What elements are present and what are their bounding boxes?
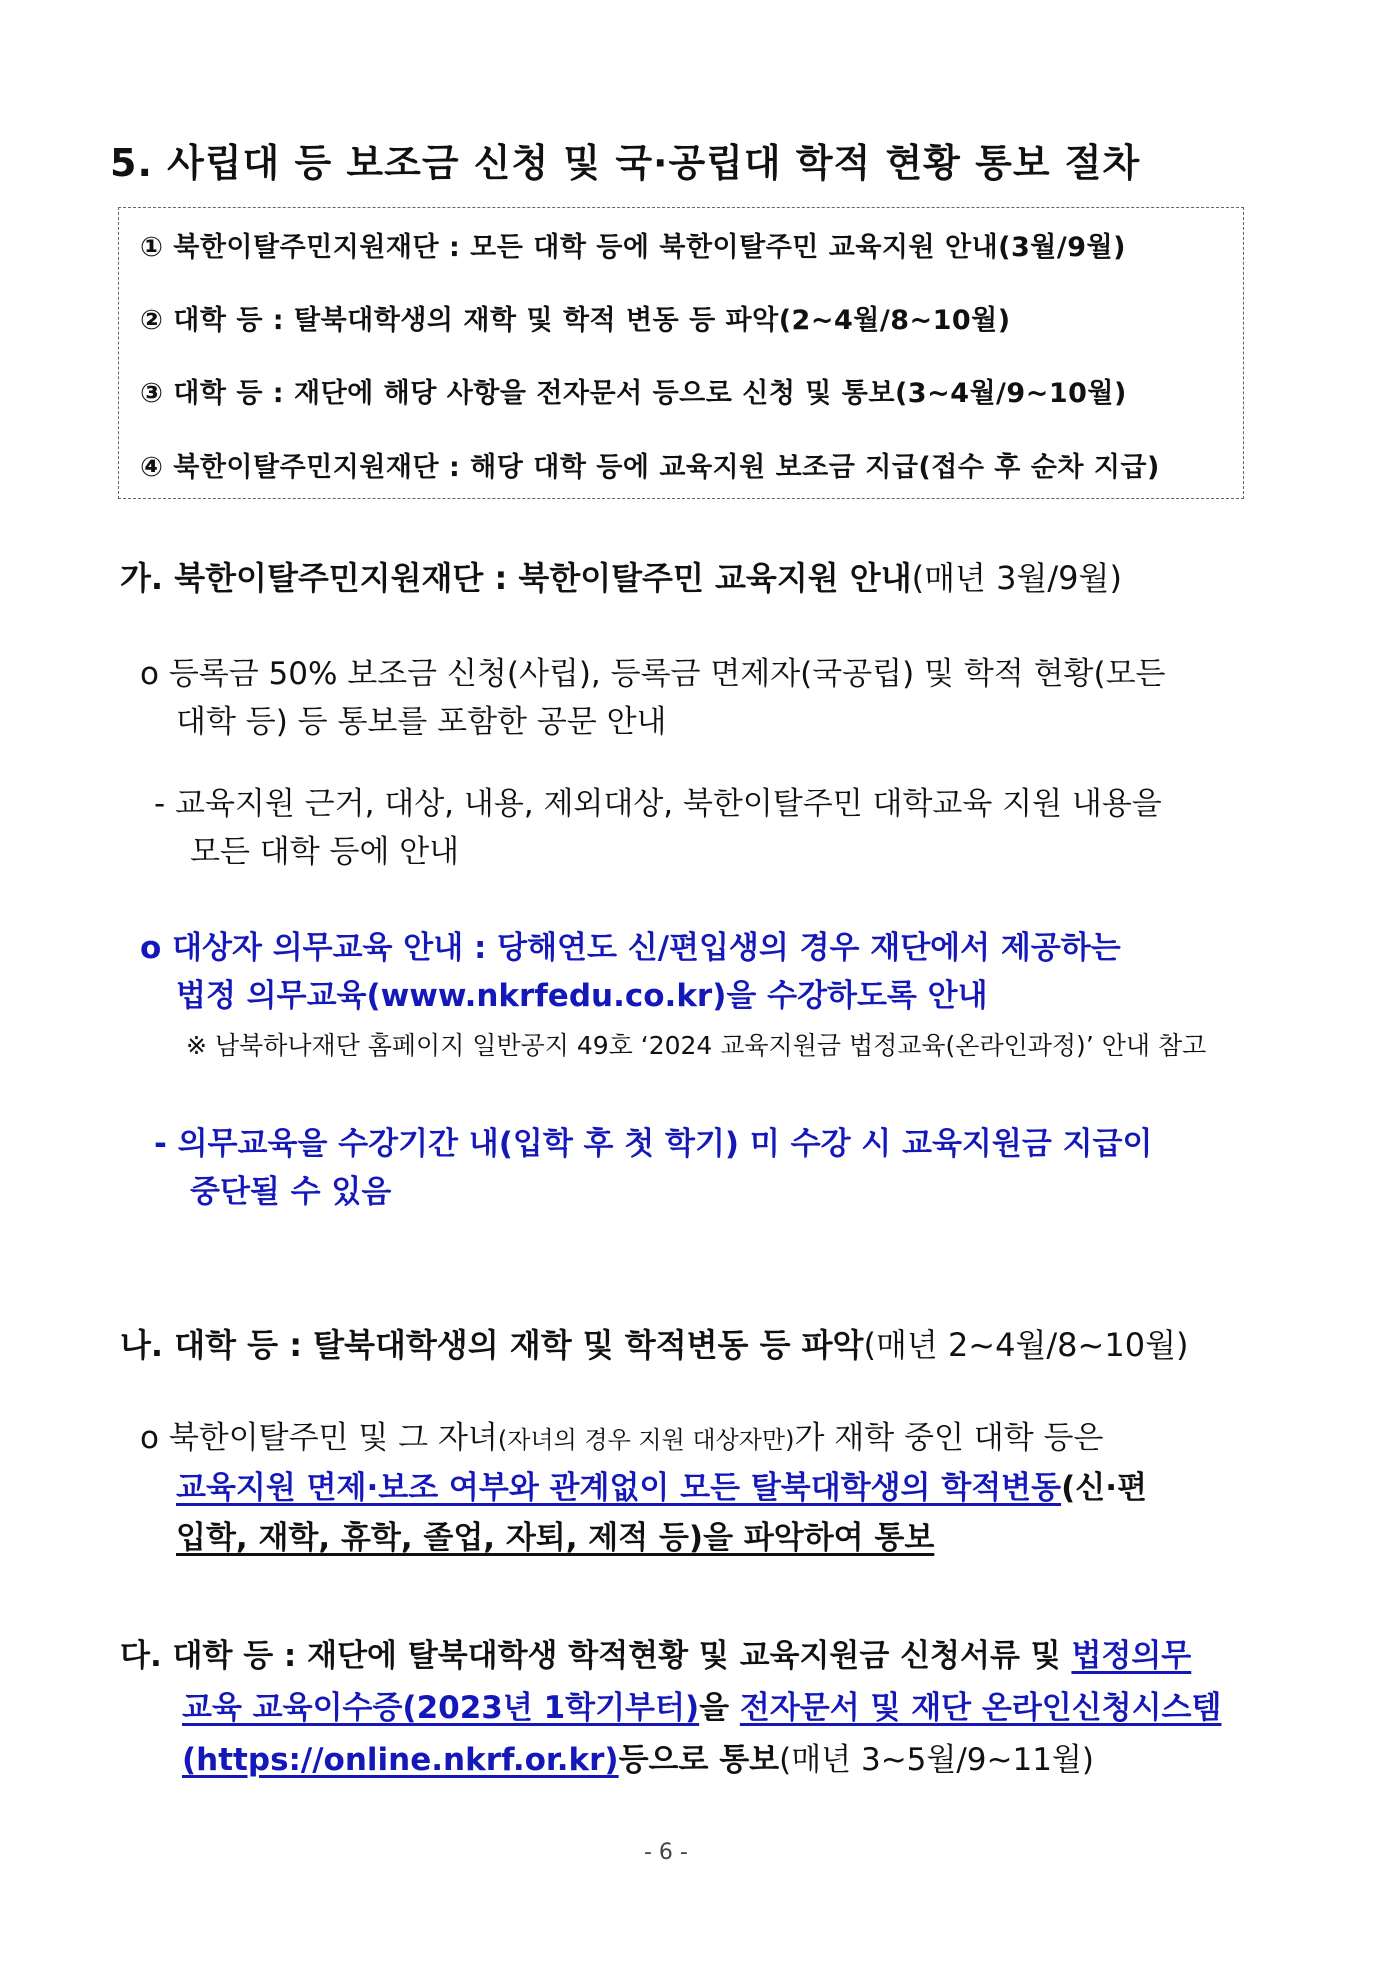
- summary-step-3: ③ 대학 등 : 재단에 해당 사항을 전자문서 등으로 신청 및 통보(3~4월/9~10월): [140, 378, 1127, 409]
- na-line1: o 북한이탈주민 및 그 자녀(자녀의 경우 지원 대상자만)가 재학 중인 대학 등은: [140, 1420, 1104, 1456]
- section-na-heading: 나. 대학 등 : 탈북대학생의 재학 및 학적변동 등 파악(매년 2~4월/8~10월): [120, 1326, 1189, 1364]
- summary-step-2: ② 대학 등 : 탈북대학생의 재학 및 학적 변동 등 파악(2~4월/8~10월): [140, 305, 1011, 336]
- section-ga-heading: 가. 북한이탈주민지원재단 : 북한이탈주민 교육지원 안내(매년 3월/9월): [120, 559, 1122, 597]
- summary-step-1: ① 북한이탈주민지원재단 : 모든 대학 등에 북한이탈주민 교육지원 안내(3월/9월): [140, 232, 1126, 263]
- ga-note: ※ 남북하나재단 홈페이지 일반공지 49호 ‘2024 교육지원금 법정교육(온라인과정)’ 안내 참고: [186, 1031, 1207, 1060]
- da-line1: 다. 대학 등 : 재단에 탈북대학생 학적현황 및 교육지원금 신청서류 및 법정의무: [120, 1638, 1192, 1674]
- ga-bullet2-line1: o 대상자 의무교육 안내 : 당해연도 신/편입생의 경우 재단에서 제공하는: [140, 930, 1121, 966]
- ga-dash2-line1: - 의무교육을 수강기간 내(입학 후 첫 학기) 미 수강 시 교육지원금 지급이: [154, 1126, 1153, 1162]
- ga-bullet2-line2: 법정 의무교육(www.nkrfedu.co.kr)을 수강하도록 안내: [176, 978, 988, 1014]
- da-line3: (https://online.nkrf.or.kr)등으로 통보(매년 3~5월/9~11월): [182, 1742, 1094, 1778]
- section-title: 5. 사립대 등 보조금 신청 및 국·공립대 학적 현황 통보 절차: [110, 141, 1141, 185]
- da-link-online-system[interactable]: 전자문서 및 재단 온라인신청시스템: [739, 1690, 1222, 1726]
- summary-step-4: ④ 북한이탈주민지원재단 : 해당 대학 등에 교육지원 보조금 지급(접수 후 순차 지급): [140, 452, 1160, 483]
- ga-dash1-line2: 모든 대학 등에 안내: [190, 834, 460, 870]
- ga-bullet1-line2: 대학 등) 등 통보를 포함한 공문 안내: [176, 704, 667, 740]
- na-link[interactable]: 교육지원 면제·보조 여부와 관계없이 모든 탈북대학생의 학적변동: [176, 1470, 1062, 1506]
- da-link-url[interactable]: (https://online.nkrf.or.kr): [182, 1742, 619, 1778]
- ga-dash2-line2: 중단될 수 있음: [190, 1174, 392, 1210]
- page-number: - 6 -: [644, 1840, 688, 1865]
- ga-bullet1-line1: o 등록금 50% 보조금 신청(사립), 등록금 면제자(국공립) 및 학적 현황(모든: [140, 656, 1166, 692]
- da-link-legal-education[interactable]: 법정의무: [1071, 1638, 1192, 1674]
- da-line2: 교육 교육이수증(2023년 1학기부터)을 전자문서 및 재단 온라인신청시스템: [182, 1690, 1222, 1726]
- da-link-certificate[interactable]: 교육 교육이수증(2023년 1학기부터): [182, 1690, 700, 1726]
- na-line3: 입학, 재학, 휴학, 졸업, 자퇴, 제적 등)을 파악하여 통보: [176, 1520, 935, 1556]
- na-line2: 교육지원 면제·보조 여부와 관계없이 모든 탈북대학생의 학적변동(신·편: [176, 1470, 1147, 1506]
- ga-dash1-line1: - 교육지원 근거, 대상, 내용, 제외대상, 북한이탈주민 대학교육 지원 내용을: [154, 786, 1162, 822]
